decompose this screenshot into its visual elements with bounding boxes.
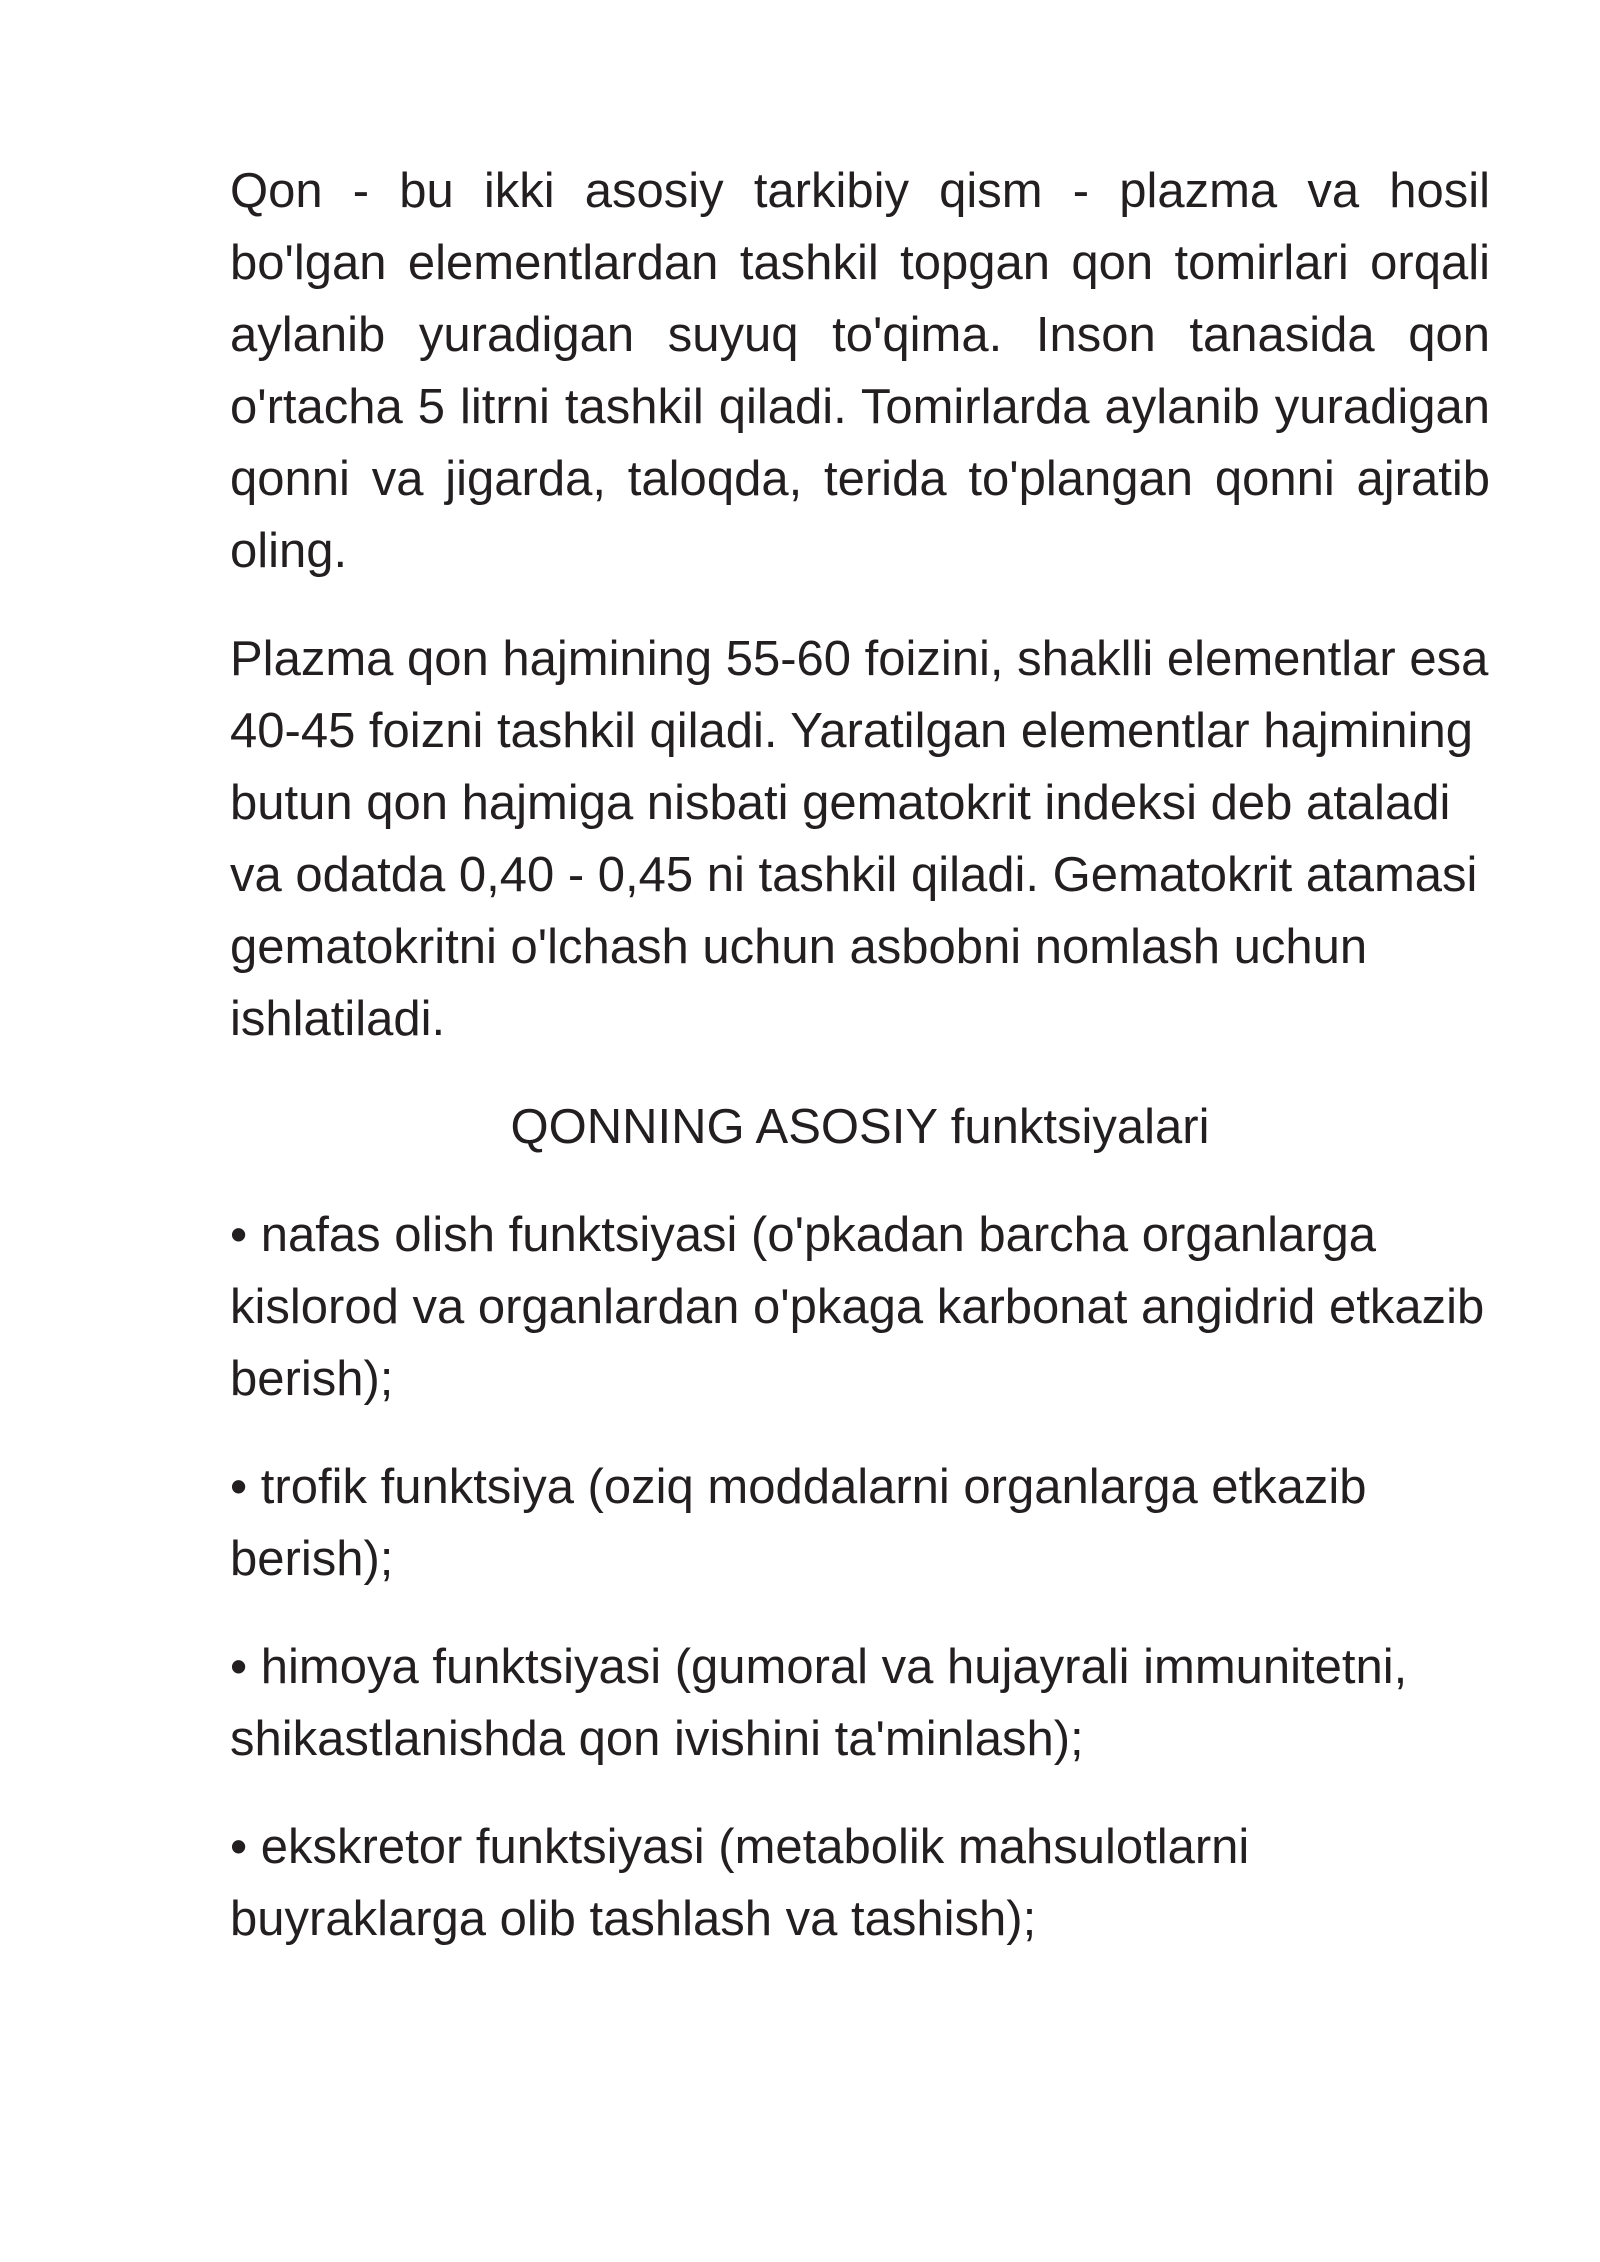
list-item-text: ekskretor funktsiyasi (metabolik mahsulotlarni buyraklarga olib tashlash va tashish); <box>230 1820 1250 1946</box>
document-page <box>230 155 1490 1991</box>
list-item-text: nafas olish funktsiyasi (o'pkadan barcha organlarga kislorod va organlardan o'pkaga karbonat angidrid etkazib berish); <box>230 1208 1485 1406</box>
list-item <box>230 1451 1490 1595</box>
bullet-icon: • <box>230 1208 248 1262</box>
list-item-text: himoya funktsiyasi (gumoral va hujayrali immunitetni, shikastlanishda qon ivishini ta'minlash); <box>230 1640 1408 1766</box>
bullet-icon: • <box>230 1820 248 1874</box>
list-item-text: trofik funktsiya (oziq moddalarni organlarga etkazib berish); <box>230 1460 1367 1586</box>
bullet-icon: • <box>230 1460 248 1514</box>
list-item <box>230 1811 1490 1955</box>
list-item <box>230 1631 1490 1775</box>
list-item <box>230 1199 1490 1415</box>
intro-paragraph-1: Qon - bu ikki asosiy tarkibiy qism - plazma va hosil bo'lgan elementlardan tashkil topgan qon tomirlari orqali aylanib yuradigan suyuq to'qima. Inson tanasida qon o'rtacha 5 litrni tashkil qiladi. Tomirlarda aylanib yuradigan qonni va jigarda, taloqda, terida to'plangan qonni ajratib oling. <box>230 164 1490 578</box>
functions-list <box>230 1199 1490 1955</box>
section-heading: QONNING ASOSIY funktsiyalari <box>510 1100 1210 1154</box>
bullet-icon: • <box>230 1640 248 1694</box>
intro-paragraph-2: Plazma qon hajmining 55-60 foizini, shaklli elementlar esa 40-45 foizni tashkil qiladi. Yaratilgan elementlar hajmining butun qon hajmiga nisbati gematokrit indeksi deb ataladi va odatda 0,40 - 0,45 ni tashkil qiladi. Gematokrit atamasi gematokritni o'lchash uchun asbobni nomlash uchun ishlatiladi. <box>230 632 1489 1046</box>
